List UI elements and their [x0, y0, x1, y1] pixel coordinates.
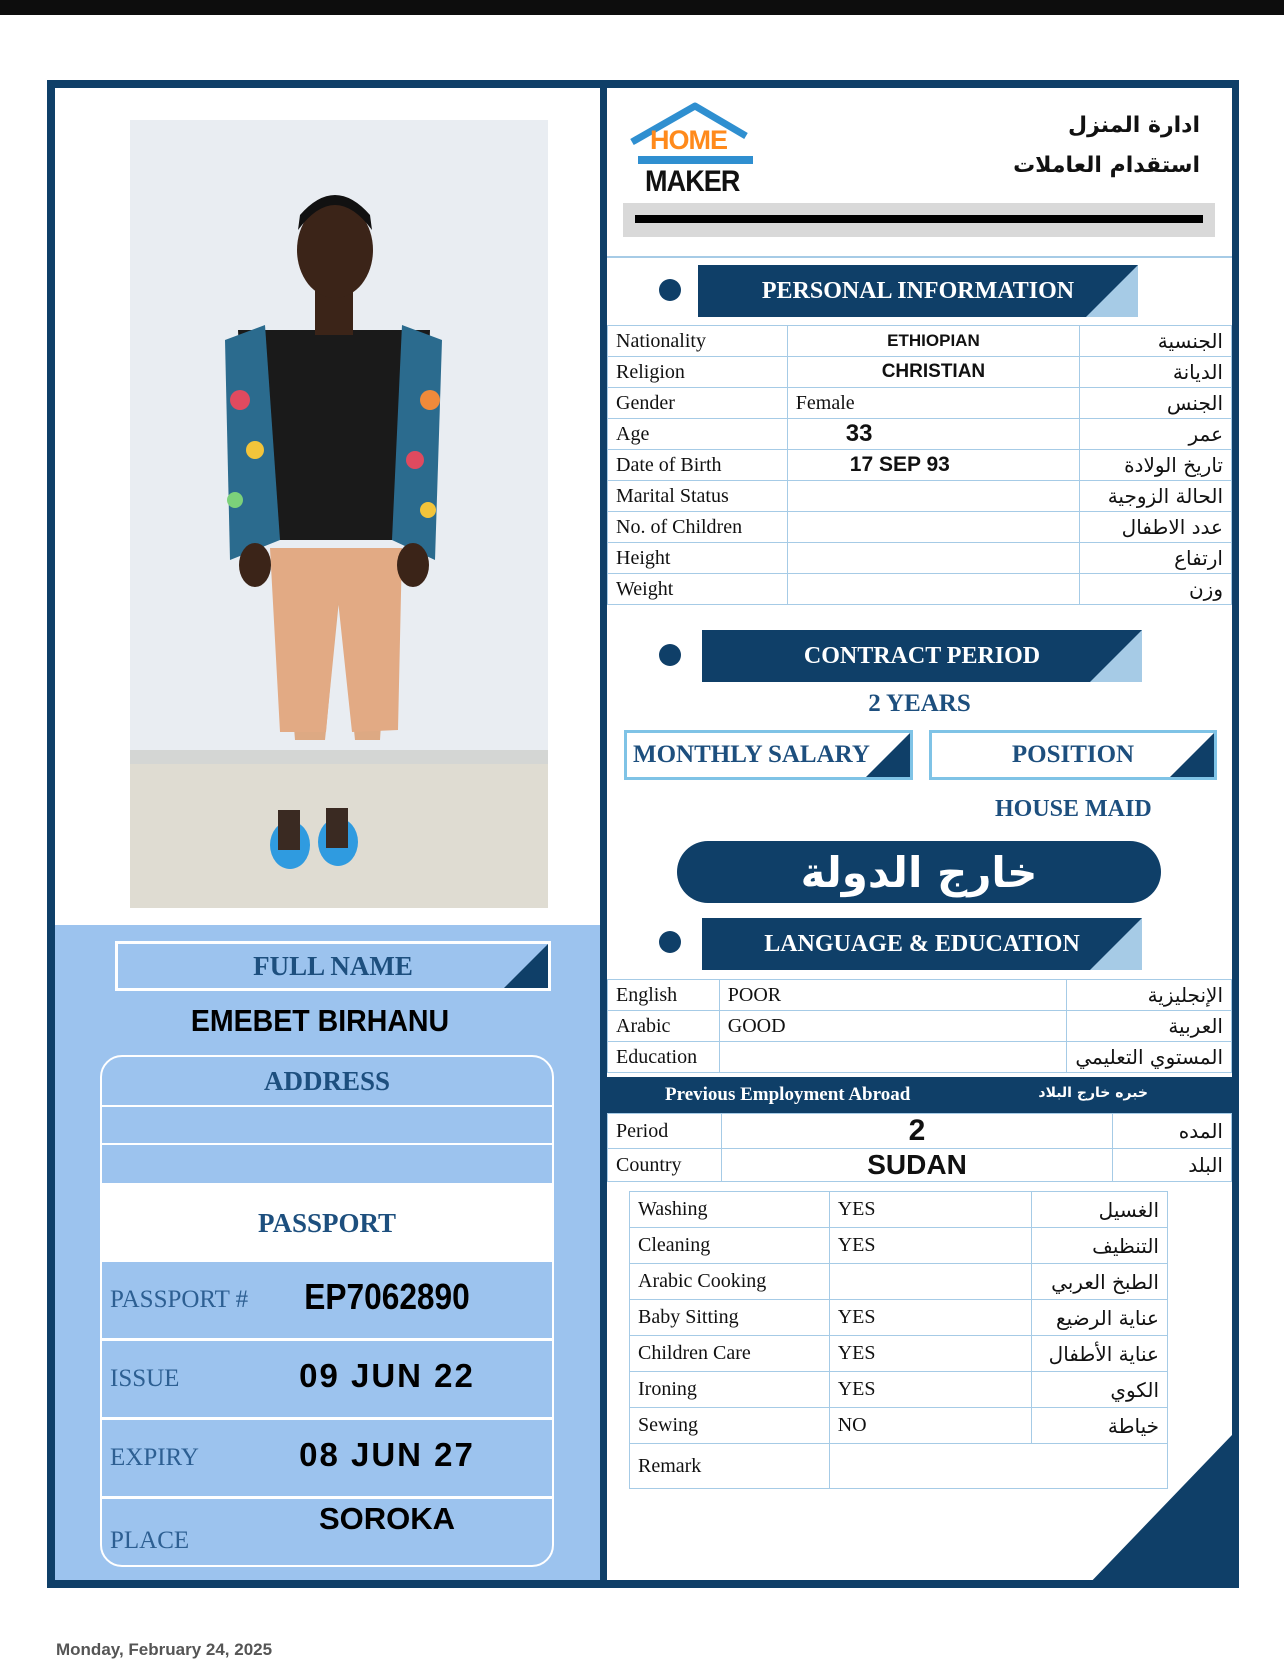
country-label: Country — [608, 1149, 722, 1182]
corner-triangle — [504, 944, 548, 988]
address-passport-card — [100, 1055, 554, 1567]
skill-row-label-ar: عناية الرضيع — [1032, 1300, 1168, 1336]
place-row — [102, 1499, 552, 1567]
personal-row-label: Gender — [608, 388, 788, 419]
position-box — [929, 730, 1217, 780]
period-label-ar: المده — [1113, 1114, 1232, 1149]
personal-row — [608, 512, 1232, 543]
personal-row-label: No. of Children — [608, 512, 788, 543]
language-table — [607, 979, 1232, 1073]
skill-row — [630, 1192, 1168, 1228]
skill-row-label: Arabic Cooking — [630, 1264, 830, 1300]
bullet-dot — [659, 279, 681, 301]
corner-triangle — [1170, 733, 1214, 777]
language-row-label-ar: الإنجليزية — [1067, 980, 1232, 1011]
address-line-1 — [102, 1105, 552, 1145]
period-row — [608, 1114, 1232, 1149]
expiry-value: 08 JUN 27 — [299, 1436, 475, 1473]
personal-row-label: Nationality — [608, 326, 788, 357]
personal-row — [608, 450, 1232, 481]
abroad-badge: خارج الدولة — [677, 841, 1161, 903]
skill-row-value — [829, 1264, 1031, 1300]
previous-employment-title-ar: خبره خارج البلاد — [1038, 1085, 1148, 1101]
personal-row — [608, 543, 1232, 574]
language-row-label-ar: العربية — [1067, 1011, 1232, 1042]
skill-row — [630, 1264, 1168, 1300]
personal-row-label: Weight — [608, 574, 788, 605]
skill-row — [630, 1228, 1168, 1264]
personal-row-label: Religion — [608, 357, 788, 388]
personal-row — [608, 388, 1232, 419]
monthly-salary-box — [624, 730, 913, 780]
bullet-dot — [659, 931, 681, 953]
place-label: PLACE — [110, 1527, 190, 1554]
full-name-header — [115, 941, 551, 991]
expiry-row — [102, 1420, 552, 1499]
language-row — [608, 1042, 1232, 1073]
skill-row-label-ar: التنظيف — [1032, 1228, 1168, 1264]
arabic-title-2: استقدام العاملات — [1013, 153, 1200, 178]
place-value: SOROKA — [318, 1501, 456, 1536]
passport-label: PASSPORT — [102, 1184, 552, 1262]
passport-number-value: EP7062890 — [304, 1276, 470, 1317]
position-label: POSITION — [1011, 741, 1135, 768]
skill-row — [630, 1300, 1168, 1336]
previous-employment-table — [607, 1113, 1232, 1182]
personal-info-header — [698, 265, 1138, 317]
language-row-label-ar: المستوي التعليمي — [1067, 1042, 1232, 1073]
address-line-2 — [102, 1145, 552, 1185]
skill-row-value: NO — [829, 1408, 1031, 1444]
skill-row-value: YES — [829, 1228, 1031, 1264]
arabic-title-1: ادارة المنزل — [1068, 113, 1200, 138]
personal-row — [608, 481, 1232, 512]
language-row-value: POOR — [719, 980, 1067, 1011]
skill-row-value: YES — [829, 1336, 1031, 1372]
personal-row-label-ar: الحالة الزوجية — [1080, 481, 1232, 512]
language-row-value — [719, 1042, 1067, 1073]
personal-row — [608, 574, 1232, 605]
personal-row-label: Height — [608, 543, 788, 574]
country-label-ar: البلد — [1113, 1149, 1232, 1182]
logo-home-text: HOME — [650, 125, 727, 155]
skill-row-value: YES — [829, 1300, 1031, 1336]
full-name-value: EMEBET BIRHANU — [190, 1003, 450, 1038]
remark-label: Remark — [630, 1444, 830, 1489]
country-value: SUDAN — [721, 1149, 1112, 1182]
skill-row-label-ar: الغسيل — [1032, 1192, 1168, 1228]
language-row-value: GOOD — [719, 1011, 1067, 1042]
personal-row-value: CHRISTIAN — [787, 357, 1079, 388]
logo-maker-text: MAKER — [645, 165, 740, 198]
top-bar — [0, 0, 1284, 15]
corner-triangle — [1090, 630, 1142, 682]
language-row-label: Arabic — [608, 1011, 720, 1042]
corner-decoration — [1085, 1435, 1232, 1588]
skill-row — [630, 1336, 1168, 1372]
position-value: HOUSE MAID — [995, 796, 1152, 822]
language-row — [608, 1011, 1232, 1042]
expiry-label: EXPIRY — [110, 1444, 199, 1471]
personal-row-label-ar: الديانة — [1080, 357, 1232, 388]
personal-info-table — [607, 325, 1232, 605]
person-illustration — [130, 120, 548, 908]
skill-row-label: Ironing — [630, 1372, 830, 1408]
divider-line — [607, 256, 1232, 258]
issue-value: 09 JUN 22 — [299, 1357, 475, 1394]
personal-row-label-ar: ارتفاع — [1080, 543, 1232, 574]
personal-row-value: Female — [787, 388, 1079, 419]
skill-row-label: Washing — [630, 1192, 830, 1228]
skill-row-value: YES — [829, 1192, 1031, 1228]
language-education-title: LANGUAGE & EDUCATION — [764, 930, 1080, 957]
skill-row-label-ar: خياطة — [1032, 1408, 1168, 1444]
personal-row-label-ar: عدد الاطفال — [1080, 512, 1232, 543]
language-row-label: Education — [608, 1042, 720, 1073]
personal-row-value — [787, 574, 1079, 605]
language-row — [608, 980, 1232, 1011]
skill-row-label: Sewing — [630, 1408, 830, 1444]
language-education-header — [702, 918, 1142, 970]
personal-row-label-ar: وزن — [1080, 574, 1232, 605]
issue-row — [102, 1341, 552, 1420]
personal-row — [608, 357, 1232, 388]
corner-triangle — [1086, 265, 1138, 317]
skill-row-value: YES — [829, 1372, 1031, 1408]
skill-row-label: Children Care — [630, 1336, 830, 1372]
corner-triangle — [1090, 918, 1142, 970]
passport-number-row — [102, 1262, 552, 1341]
skill-row — [630, 1372, 1168, 1408]
issue-label: ISSUE — [110, 1365, 180, 1392]
previous-employment-title: Previous Employment Abroad — [665, 1084, 911, 1105]
corner-triangle — [866, 733, 910, 777]
bullet-dot — [659, 644, 681, 666]
monthly-salary-label: MONTHLY SALARY — [633, 741, 870, 768]
contract-period-value: 2 YEARS — [868, 690, 971, 717]
previous-employment-bar — [607, 1077, 1232, 1113]
personal-row-label-ar: الجنسية — [1080, 326, 1232, 357]
address-label: ADDRESS — [102, 1057, 552, 1107]
footer-date: Monday, February 24, 2025 — [56, 1640, 273, 1659]
period-label: Period — [608, 1114, 722, 1149]
skill-row-label-ar: الطبخ العربي — [1032, 1264, 1168, 1300]
personal-row — [608, 326, 1232, 357]
personal-row-value — [787, 512, 1079, 543]
personal-info-title: PERSONAL INFORMATION — [761, 277, 1075, 304]
personal-row-value: 17 SEP 93 — [787, 450, 1079, 481]
header-rule — [623, 203, 1215, 237]
period-value: 2 — [721, 1114, 1112, 1149]
personal-row-value: ETHIOPIAN — [787, 326, 1079, 357]
personal-row-label-ar: عمر — [1080, 419, 1232, 450]
contract-period-header — [702, 630, 1142, 682]
contract-period-title: CONTRACT PERIOD — [803, 642, 1041, 669]
personal-row-label-ar: تاريخ الولادة — [1080, 450, 1232, 481]
personal-row-value: 33 — [787, 419, 1079, 450]
skill-row-label-ar: عناية الأطفال — [1032, 1336, 1168, 1372]
personal-row-label: Age — [608, 419, 788, 450]
passport-number-label: PASSPORT # — [110, 1286, 249, 1313]
skill-row-label: Cleaning — [630, 1228, 830, 1264]
skill-row-label-ar: الكوي — [1032, 1372, 1168, 1408]
language-row-label: English — [608, 980, 720, 1011]
personal-row-label: Date of Birth — [608, 450, 788, 481]
personal-row — [608, 419, 1232, 450]
personal-row-value — [787, 543, 1079, 574]
country-row — [608, 1149, 1232, 1182]
personal-row-label-ar: الجنس — [1080, 388, 1232, 419]
personal-row-value — [787, 481, 1079, 512]
candidate-photo — [130, 120, 548, 908]
skill-row-label: Baby Sitting — [630, 1300, 830, 1336]
full-name-label: FULL NAME — [253, 950, 413, 981]
personal-row-label: Marital Status — [608, 481, 788, 512]
